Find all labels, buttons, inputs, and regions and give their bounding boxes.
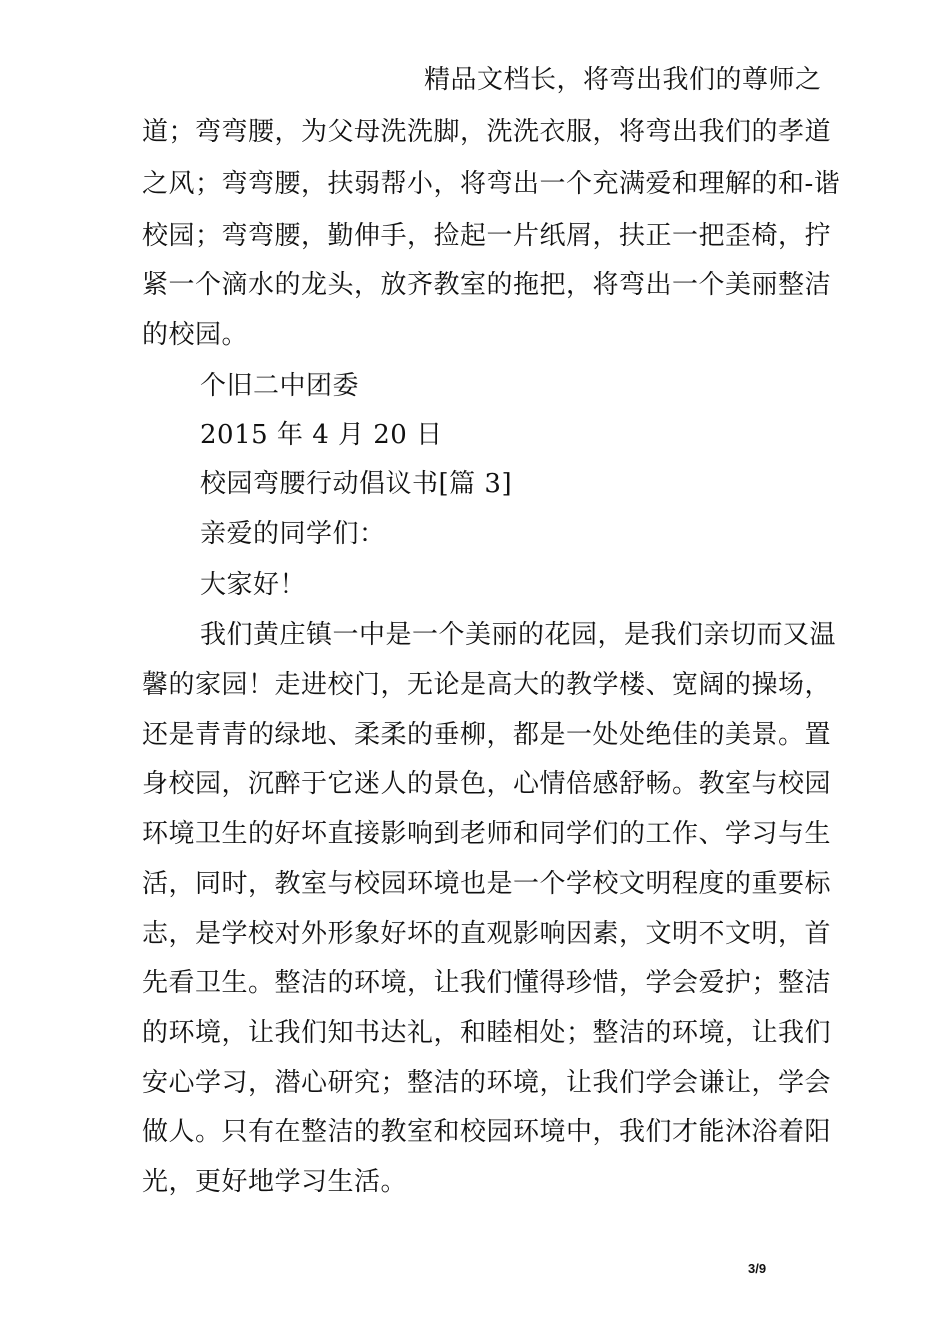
text-line: 的校园。 [142, 320, 249, 350]
body-line: 馨的家园！走进校门，无论是高大的教学楼、宽阔的操场， [142, 670, 832, 700]
body-line: 身校园，沉醉于它迷人的景色，心情倍感舒畅。教室与校园 [142, 769, 832, 799]
text-line: 之风；弯弯腰，扶弱帮小，将弯出一个充满爱和理解的和-谐 [142, 169, 841, 199]
section-title: 校园弯腰行动倡议书[篇 3] [200, 469, 513, 499]
body-line: 环境卫生的好坏直接影响到老师和同学们的工作、学习与生 [142, 819, 832, 849]
body-line: 光，更好地学习生活。 [142, 1167, 408, 1197]
greeting: 大家好！ [200, 570, 307, 600]
body-line: 志，是学校对外形象好坏的直观影响因素，文明不文明，首 [142, 919, 832, 949]
signature-org: 个旧二中团委 [200, 371, 360, 401]
text-line: 道；弯弯腰，为父母洗洗脚，洗洗衣服，将弯出我们的孝道 [142, 117, 832, 147]
body-line: 做人。只有在整洁的教室和校园环境中，我们才能沐浴着阳 [142, 1117, 832, 1147]
salutation: 亲爱的同学们： [200, 519, 386, 549]
body-line: 的环境，让我们知书达礼，和睦相处；整洁的环境，让我们 [142, 1018, 832, 1048]
body-line: 安心学习，潜心研究；整洁的环境，让我们学会谦让，学会 [142, 1068, 832, 1098]
body-line: 先看卫生。整洁的环境，让我们懂得珍惜，学会爱护；整洁 [142, 968, 832, 998]
text-line: 校园；弯弯腰，勤伸手，捡起一片纸屑，扶正一把歪椅，拧 [142, 221, 832, 251]
body-line: 我们黄庄镇一中是一个美丽的花园，是我们亲切而又温 [200, 620, 837, 650]
header-line: 精品文档长，将弯出我们的尊师之 [424, 65, 822, 95]
body-line: 还是青青的绿地、柔柔的垂柳，都是一处处绝佳的美景。置 [142, 720, 832, 750]
signature-date: 2015 年 4 月 20 日 [200, 420, 443, 450]
body-line: 活，同时，教室与校园环境也是一个学校文明程度的重要标 [142, 869, 832, 899]
page-number: 3/9 [748, 1261, 767, 1276]
text-line: 紧一个滴水的龙头，放齐教室的拖把，将弯出一个美丽整洁 [142, 270, 832, 300]
